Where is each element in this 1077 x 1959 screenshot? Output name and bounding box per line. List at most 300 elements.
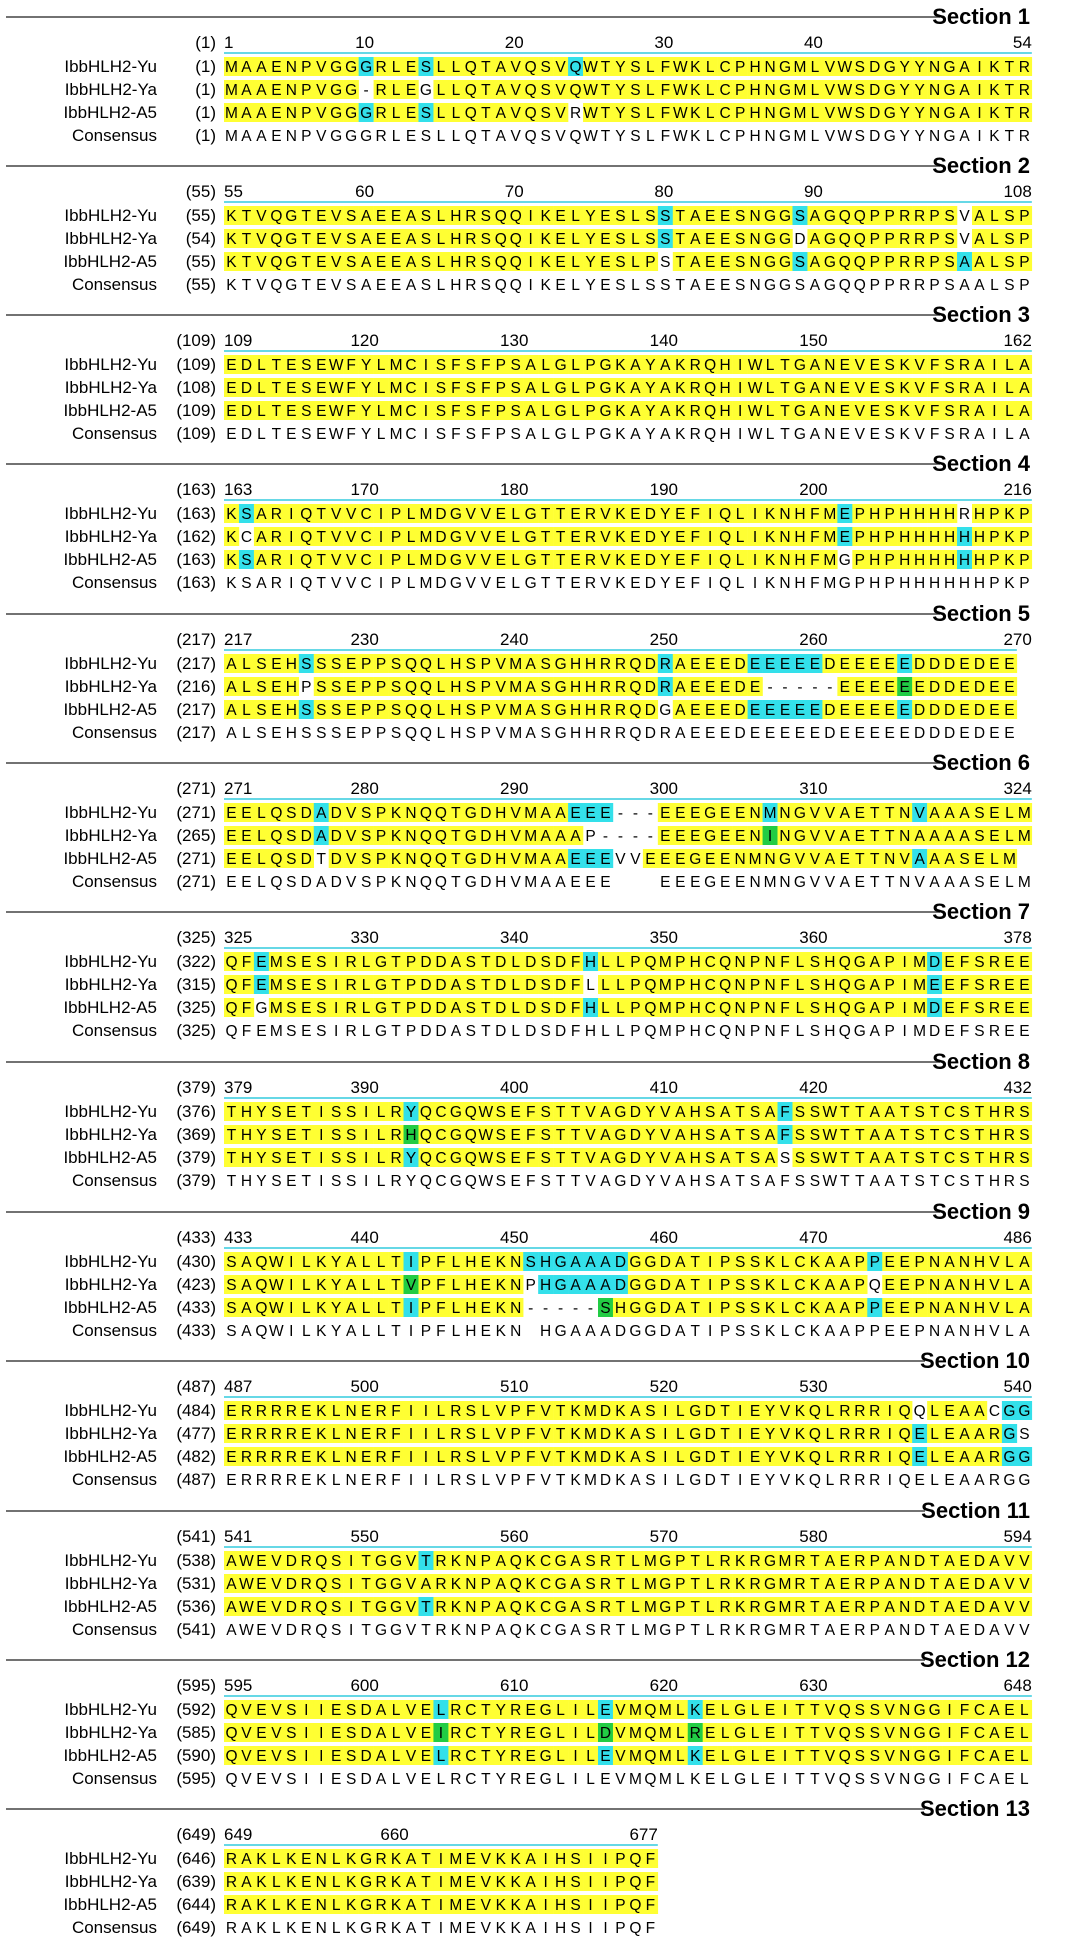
residue: I — [319, 1104, 324, 1121]
residue: E — [1004, 725, 1015, 742]
residue: Q — [225, 954, 238, 971]
residue: K — [899, 426, 910, 443]
sequence-row — [65, 1125, 1032, 1144]
residue: V — [495, 679, 506, 696]
residue: V — [495, 656, 506, 673]
residue: P — [480, 702, 491, 719]
residue: Y — [899, 128, 910, 145]
residue: L — [331, 1426, 341, 1443]
residue: G — [524, 506, 537, 523]
residue: D — [928, 702, 941, 719]
residue: P — [495, 403, 506, 420]
residue: S — [570, 1874, 581, 1891]
residue: E — [719, 874, 731, 891]
residue: P — [420, 1254, 432, 1271]
residue: E — [256, 977, 267, 994]
residue: N — [510, 1300, 522, 1317]
residue: P — [360, 679, 372, 696]
residue: V — [824, 1725, 836, 1742]
sequence-row — [65, 378, 1032, 397]
residue: K — [734, 1622, 746, 1639]
position-tick: 390 — [350, 1078, 379, 1097]
residue: H — [958, 575, 971, 592]
residue: G — [913, 1725, 926, 1742]
residue: E — [271, 725, 282, 742]
residue: G — [913, 1748, 926, 1765]
residue: E — [226, 1403, 237, 1420]
residue: D — [824, 725, 836, 742]
sequence-name: IbbHLH2-Ya — [64, 975, 157, 994]
residue: R — [375, 1851, 387, 1868]
residue: S — [316, 679, 327, 696]
residue: G — [554, 679, 567, 696]
residue: T — [316, 851, 326, 868]
residue: E — [839, 851, 851, 868]
residue: A — [495, 59, 506, 76]
sequence-start: (590) — [176, 1746, 216, 1765]
residue: V — [345, 575, 357, 592]
residue: S — [1004, 231, 1015, 248]
residue: P — [375, 805, 387, 822]
residue: E — [839, 1553, 851, 1570]
residue: Q — [704, 426, 717, 443]
residue: R — [584, 529, 597, 546]
residue: E — [390, 277, 402, 294]
range-label: (325) — [176, 928, 216, 947]
residue: R — [914, 254, 926, 271]
residue: L — [331, 1449, 341, 1466]
residue: T — [481, 1771, 491, 1788]
residue: M — [643, 1576, 657, 1593]
residue: E — [480, 1277, 491, 1294]
position-tick: 300 — [649, 779, 679, 798]
residue: L — [361, 954, 371, 971]
residue: T — [301, 1173, 312, 1190]
residue: Q — [898, 1426, 911, 1443]
residue: K — [510, 1897, 521, 1914]
residue: A — [884, 1104, 895, 1121]
residue: I — [408, 1254, 414, 1271]
sequence-start: (55) — [185, 275, 216, 294]
residue: D — [734, 702, 746, 719]
residue: E — [899, 1323, 910, 1340]
residue: G — [554, 656, 567, 673]
residue: V — [1019, 1599, 1030, 1616]
residue: H — [958, 529, 971, 546]
residue: K — [899, 380, 910, 397]
residue: T — [481, 1748, 491, 1765]
residue: A — [959, 1426, 970, 1443]
residue: L — [705, 1576, 715, 1593]
residue: S — [241, 506, 252, 523]
residue: K — [345, 1897, 357, 1914]
residue: L — [376, 380, 386, 397]
residue: V — [555, 82, 566, 99]
residue: N — [958, 1254, 971, 1271]
residue: C — [435, 1104, 447, 1121]
residue: E — [510, 1104, 521, 1121]
residue: V — [809, 828, 821, 845]
residue: S — [435, 403, 447, 420]
residue: R — [569, 105, 582, 122]
residue: N — [764, 851, 776, 868]
residue: P — [510, 1449, 521, 1466]
residue: C — [465, 1725, 477, 1742]
residue: D — [914, 656, 926, 673]
residue: H — [569, 656, 582, 673]
residue: E — [555, 254, 566, 271]
residue: C — [465, 1771, 477, 1788]
residue: G — [524, 575, 537, 592]
residue: D — [435, 1000, 447, 1017]
residue: V — [271, 1622, 282, 1639]
residue: T — [391, 977, 401, 994]
residue: V — [779, 1403, 791, 1420]
residue: L — [257, 851, 266, 868]
sequence-row — [64, 1102, 1032, 1121]
residue: H — [869, 552, 881, 569]
residue: G — [853, 1000, 866, 1017]
residue: H — [584, 702, 597, 719]
residue: S — [540, 128, 551, 145]
position-tick: 530 — [799, 1377, 828, 1396]
residue: E — [884, 702, 895, 719]
residue: M — [913, 954, 927, 971]
residue: Q — [524, 105, 537, 122]
residue: I — [708, 506, 713, 523]
residue: I — [887, 1426, 892, 1443]
residue: V — [345, 851, 357, 868]
residue: H — [689, 977, 701, 994]
residue: G — [539, 1748, 552, 1765]
residue: T — [555, 1403, 566, 1420]
residue: M — [658, 1771, 672, 1788]
residue: S — [480, 277, 491, 294]
residue: E — [1004, 679, 1015, 696]
residue: G — [913, 1771, 926, 1788]
section-label: Section 13 — [919, 1796, 1030, 1821]
residue: S — [884, 426, 895, 443]
residue: T — [481, 1023, 491, 1040]
residue: V — [809, 851, 821, 868]
residue: K — [495, 1874, 506, 1891]
range-label: (1) — [195, 33, 216, 52]
residue: S — [779, 1150, 791, 1167]
alignment-block — [6, 153, 1032, 294]
residue: A — [241, 1920, 252, 1937]
residue: L — [810, 82, 820, 99]
sequence-start: (109) — [176, 401, 216, 420]
residue: S — [331, 1576, 342, 1593]
residue: N — [928, 128, 941, 145]
residue: A — [809, 254, 821, 271]
residue: E — [839, 403, 851, 420]
residue: A — [450, 1000, 462, 1017]
residue: S — [974, 1000, 985, 1017]
sequence-start: (433) — [176, 1298, 216, 1317]
residue: Y — [615, 105, 626, 122]
residue: Q — [524, 82, 537, 99]
residue: L — [451, 128, 461, 145]
residue: V — [510, 82, 521, 99]
residue: S — [570, 1920, 581, 1937]
residue: S — [734, 1300, 746, 1317]
sequence-row — [63, 550, 1032, 569]
residue: S — [705, 1127, 716, 1144]
residue: E — [301, 1403, 312, 1420]
residue: L — [361, 1254, 371, 1271]
residue: P — [884, 529, 895, 546]
residue: H — [719, 380, 731, 397]
residue: S — [465, 357, 477, 374]
residue: I — [289, 506, 294, 523]
residue: A — [555, 851, 566, 868]
residue: Y — [764, 1472, 776, 1489]
residue: K — [615, 575, 626, 592]
residue: S — [465, 725, 477, 742]
residue: I — [543, 1874, 548, 1891]
sequence-name: Consensus — [71, 126, 157, 145]
residue: P — [375, 702, 387, 719]
residue: S — [286, 954, 297, 971]
residue: P — [749, 1023, 761, 1040]
range-label: (379) — [176, 1078, 216, 1097]
residue: I — [782, 1748, 788, 1765]
residue: T — [810, 1599, 820, 1616]
residue: F — [810, 506, 820, 523]
residue: S — [794, 277, 806, 294]
residue: S — [540, 1104, 551, 1121]
residue: D — [704, 1403, 716, 1420]
position-tick: 90 — [803, 182, 823, 201]
residue: E — [989, 874, 1000, 891]
residue: R — [584, 575, 597, 592]
residue: E — [719, 231, 731, 248]
residue: D — [614, 1254, 627, 1271]
residue: V — [480, 1897, 491, 1914]
residue: I — [528, 231, 533, 248]
residue: L — [616, 1000, 625, 1017]
residue: L — [795, 1023, 805, 1040]
sequence-start: (1) — [195, 126, 216, 145]
residue: S — [345, 277, 357, 294]
residue: E — [749, 702, 761, 719]
residue: Y — [899, 82, 910, 99]
residue: F — [780, 1023, 790, 1040]
residue: E — [1004, 954, 1015, 971]
residue: N — [779, 529, 791, 546]
residue: A — [660, 380, 671, 397]
residue: Q — [838, 1725, 851, 1742]
residue: S — [794, 1104, 806, 1121]
residue: Q — [419, 851, 432, 868]
residue: T — [929, 1576, 940, 1593]
residue: P — [480, 725, 491, 742]
residue: G — [853, 1023, 866, 1040]
residue: E — [630, 529, 641, 546]
residue: T — [421, 1874, 431, 1891]
residue: Y — [360, 403, 372, 420]
residue: W — [269, 1300, 284, 1317]
residue: S — [1019, 1150, 1030, 1167]
sequence-row — [65, 826, 1032, 845]
residue: S — [331, 1553, 342, 1570]
residue: W — [269, 1254, 284, 1271]
residue: H — [584, 656, 597, 673]
residue: L — [556, 1771, 565, 1788]
residue: Q — [464, 1150, 477, 1167]
residue: I — [304, 1725, 309, 1742]
residue: E — [570, 506, 581, 523]
sequence-name: Consensus — [71, 573, 157, 592]
residue: S — [585, 1599, 596, 1616]
residue: G — [554, 1622, 567, 1639]
residue: G — [599, 357, 612, 374]
residue: S — [914, 1104, 925, 1121]
residue: T — [555, 1104, 566, 1121]
residue: Q — [419, 1104, 432, 1121]
sequence-name: IbbHLH2-Yu — [64, 206, 157, 225]
residue: E — [690, 702, 701, 719]
residue: L — [451, 1277, 461, 1294]
residue: V — [316, 82, 327, 99]
residue: G — [375, 1000, 388, 1017]
residue: E — [301, 1874, 312, 1891]
position-tick: 230 — [350, 630, 379, 649]
residue: E — [854, 679, 865, 696]
residue: T — [795, 1702, 805, 1719]
residue: E — [749, 1426, 761, 1443]
residue: D — [300, 851, 312, 868]
residue: L — [511, 977, 521, 994]
residue: D — [734, 725, 746, 742]
residue: G — [375, 1576, 388, 1593]
residue: Q — [300, 529, 313, 546]
residue: G — [689, 851, 702, 868]
residue: D — [644, 679, 656, 696]
residue: S — [435, 426, 447, 443]
residue: I — [543, 1897, 548, 1914]
residue: S — [944, 231, 955, 248]
residue: P — [989, 552, 1000, 569]
position-tick: 440 — [350, 1228, 379, 1247]
residue: N — [899, 828, 911, 845]
residue: E — [899, 1277, 910, 1294]
position-tick: 60 — [355, 182, 375, 201]
residue: A — [630, 403, 641, 420]
residue: I — [737, 426, 743, 443]
residue: M — [524, 828, 538, 845]
residue: M — [389, 380, 403, 397]
position-tick: 140 — [649, 331, 679, 350]
residue: L — [705, 1553, 715, 1570]
residue: D — [914, 1576, 926, 1593]
residue: S — [630, 128, 641, 145]
residue: V — [480, 1851, 491, 1868]
residue: D — [554, 1000, 567, 1017]
residue: L — [556, 1748, 565, 1765]
residue: I — [708, 1323, 713, 1340]
consensus-row — [72, 1620, 1030, 1639]
residue: D — [943, 679, 956, 696]
residue: V — [345, 529, 357, 546]
residue: T — [600, 128, 611, 145]
residue: P — [480, 1599, 491, 1616]
residue: Q — [704, 380, 717, 397]
sequence-start: (109) — [176, 355, 216, 374]
residue: E — [645, 851, 656, 868]
residue: R — [599, 725, 612, 742]
residue: L — [376, 1300, 386, 1317]
residue: T — [810, 1725, 820, 1742]
residue: A — [944, 851, 955, 868]
residue: P — [719, 1300, 731, 1317]
residue: H — [495, 805, 507, 822]
residue: P — [734, 128, 746, 145]
residue: V — [331, 506, 342, 523]
residue: E — [226, 805, 237, 822]
residue: R — [285, 1472, 297, 1489]
residue: L — [376, 1150, 386, 1167]
residue: H — [869, 575, 881, 592]
residue: L — [391, 1725, 401, 1742]
sequence-row — [63, 252, 1032, 271]
residue: - — [617, 828, 624, 845]
alignment-block — [6, 1049, 1032, 1190]
residue: G — [599, 403, 612, 420]
residue: I — [423, 403, 429, 420]
residue: N — [928, 1323, 941, 1340]
sequence-name: Consensus — [71, 1620, 157, 1639]
residue: E — [944, 1403, 955, 1420]
residue: I — [663, 1449, 668, 1466]
residue: V — [555, 59, 566, 76]
residue: E — [316, 403, 327, 420]
residue: I — [349, 1576, 354, 1593]
residue: S — [630, 105, 641, 122]
residue: A — [675, 1300, 686, 1317]
residue: V — [495, 725, 506, 742]
residue: E — [839, 506, 851, 523]
residue: C — [465, 1748, 477, 1765]
residue: G — [390, 1576, 403, 1593]
residue: E — [420, 1771, 432, 1788]
residue: T — [555, 506, 566, 523]
position-tick: 280 — [350, 779, 379, 798]
residue: E — [420, 1748, 432, 1765]
residue: Q — [569, 128, 582, 145]
residue: K — [256, 1851, 267, 1868]
sequence-row — [64, 1252, 1032, 1271]
residue: A — [525, 403, 536, 420]
residue: R — [510, 1725, 522, 1742]
residue: E — [495, 575, 506, 592]
residue: G — [764, 208, 777, 225]
residue: E — [749, 1449, 761, 1466]
residue: N — [928, 1277, 941, 1294]
residue: M — [584, 1449, 597, 1466]
residue: E — [719, 805, 731, 822]
residue: Q — [644, 1000, 657, 1017]
residue: P — [869, 1323, 880, 1340]
residue: T — [540, 506, 551, 523]
residue: L — [586, 977, 595, 994]
residue: S — [286, 1725, 297, 1742]
residue: N — [465, 1553, 477, 1570]
residue: H — [689, 1150, 701, 1167]
residue: F — [525, 1426, 536, 1443]
residue: E — [286, 1150, 297, 1167]
